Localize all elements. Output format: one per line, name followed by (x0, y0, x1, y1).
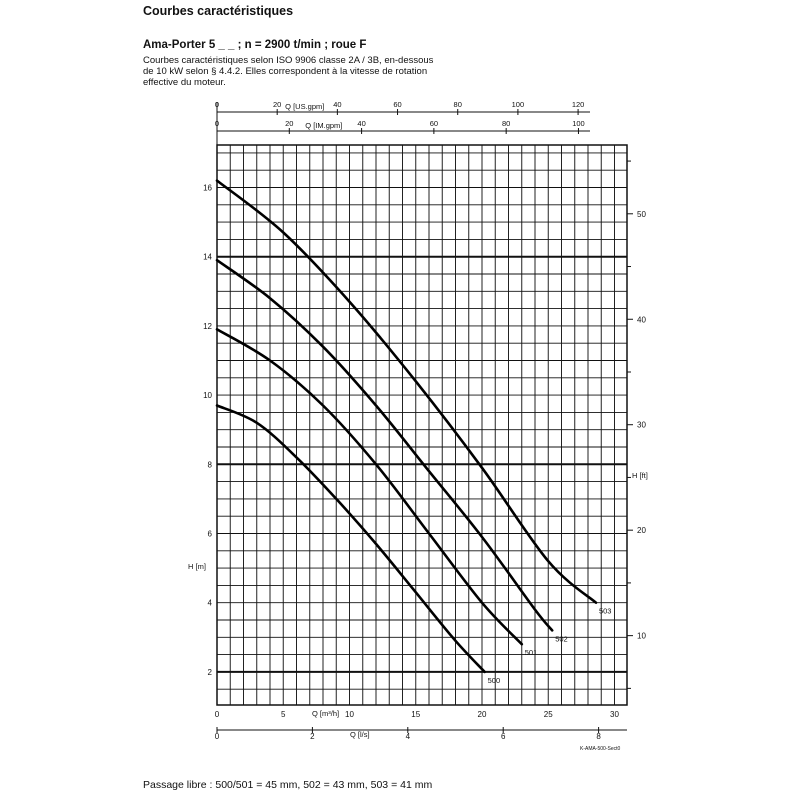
pump-curve-501 (217, 329, 522, 644)
right-ft-tick-label: 50 (637, 209, 646, 219)
right-ft-tick-label: 30 (637, 420, 646, 430)
bottom-ls-tick-label: 8 (596, 732, 601, 741)
section-title: Courbes caractéristiques (143, 4, 294, 18)
pump-curve-502 (217, 260, 552, 630)
right-ft-tick-label: 10 (637, 631, 646, 641)
top-imgpm-tick-label: 100 (572, 119, 585, 128)
top-usgpm-tick-label: 20 (273, 100, 282, 109)
top-imgpm-tick-label: 80 (501, 119, 511, 128)
top-imgpm-tick-label: 0 (214, 119, 220, 128)
x-tick-label: 5 (281, 710, 286, 719)
curve-label-503: 503 (598, 606, 612, 616)
y-tick-label: 2 (207, 667, 212, 677)
x-tick-label: 15 (411, 710, 421, 719)
right-ft-tick-label: 40 (637, 315, 646, 325)
pump-curve-503 (217, 181, 596, 603)
right-ft-tick-label: 20 (637, 526, 646, 536)
x-tick-label: 0 (214, 710, 220, 719)
figure-ref-code: K-AMA-500-Sect0 (580, 746, 621, 752)
curve-label-502: 502 (555, 634, 568, 644)
top-usgpm-tick-label: 100 (511, 100, 525, 109)
footer-note: Passage libre : 500/501 = 45 mm, 502 = 43 mm, 503 = 41 mm (143, 779, 433, 791)
bottom-ls-tick-label: 2 (310, 732, 315, 741)
y-tick-label: 12 (203, 321, 212, 331)
x-tick-label: 30 (610, 710, 619, 719)
y-tick-label: 8 (207, 460, 212, 470)
top-usgpm-tick-label: 80 (453, 100, 462, 109)
bottom-axis-ls-label: Q [l/s] (350, 730, 370, 739)
x-axis-label: Q [m³/h] (312, 709, 340, 718)
y-tick-label: 16 (203, 183, 212, 193)
bottom-ls-tick-label: 0 (214, 732, 220, 741)
chart-heading: Ama-Porter 5 _ _ ; n = 2900 t/min ; roue F (143, 39, 367, 51)
top-axis-imgpm-label: Q [IM.gpm] (305, 121, 343, 130)
top-usgpm-tick-label: 0 (214, 100, 220, 109)
top-usgpm-tick-label: 40 (333, 100, 342, 109)
top-axis-usgpm-label: Q [US.gpm] (285, 102, 325, 111)
y-tick-label: 14 (203, 252, 212, 262)
y-tick-label: 4 (207, 598, 212, 608)
y-axis-label: H [m] (188, 562, 206, 571)
x-tick-label: 10 (345, 710, 354, 719)
bottom-ls-tick-label: 6 (500, 732, 506, 741)
top-imgpm-tick-label: 40 (357, 119, 366, 128)
top-imgpm-tick-label: 20 (285, 119, 294, 128)
bottom-ls-tick-label: 4 (405, 732, 411, 741)
top-imgpm-tick-label: 60 (429, 119, 439, 128)
curve-label-500: 500 (487, 675, 501, 685)
right-axis-ft-label: H [ft] (632, 471, 648, 480)
x-tick-label: 20 (477, 710, 487, 719)
top-usgpm-tick-label: 60 (393, 100, 402, 109)
y-tick-label: 10 (203, 391, 212, 401)
chart-description: Courbes caractéristiques selon ISO 9906 classe 2A / 3B, en-dessous de 10 kW selon § 4.4.2. Elles correspondent à la vitesse de rotation effective du moteur. (143, 55, 434, 88)
top-usgpm-tick-label: 120 (571, 100, 585, 109)
curve-label-501: 501 (524, 648, 538, 658)
x-tick-label: 25 (543, 710, 553, 719)
y-tick-label: 6 (207, 529, 212, 539)
